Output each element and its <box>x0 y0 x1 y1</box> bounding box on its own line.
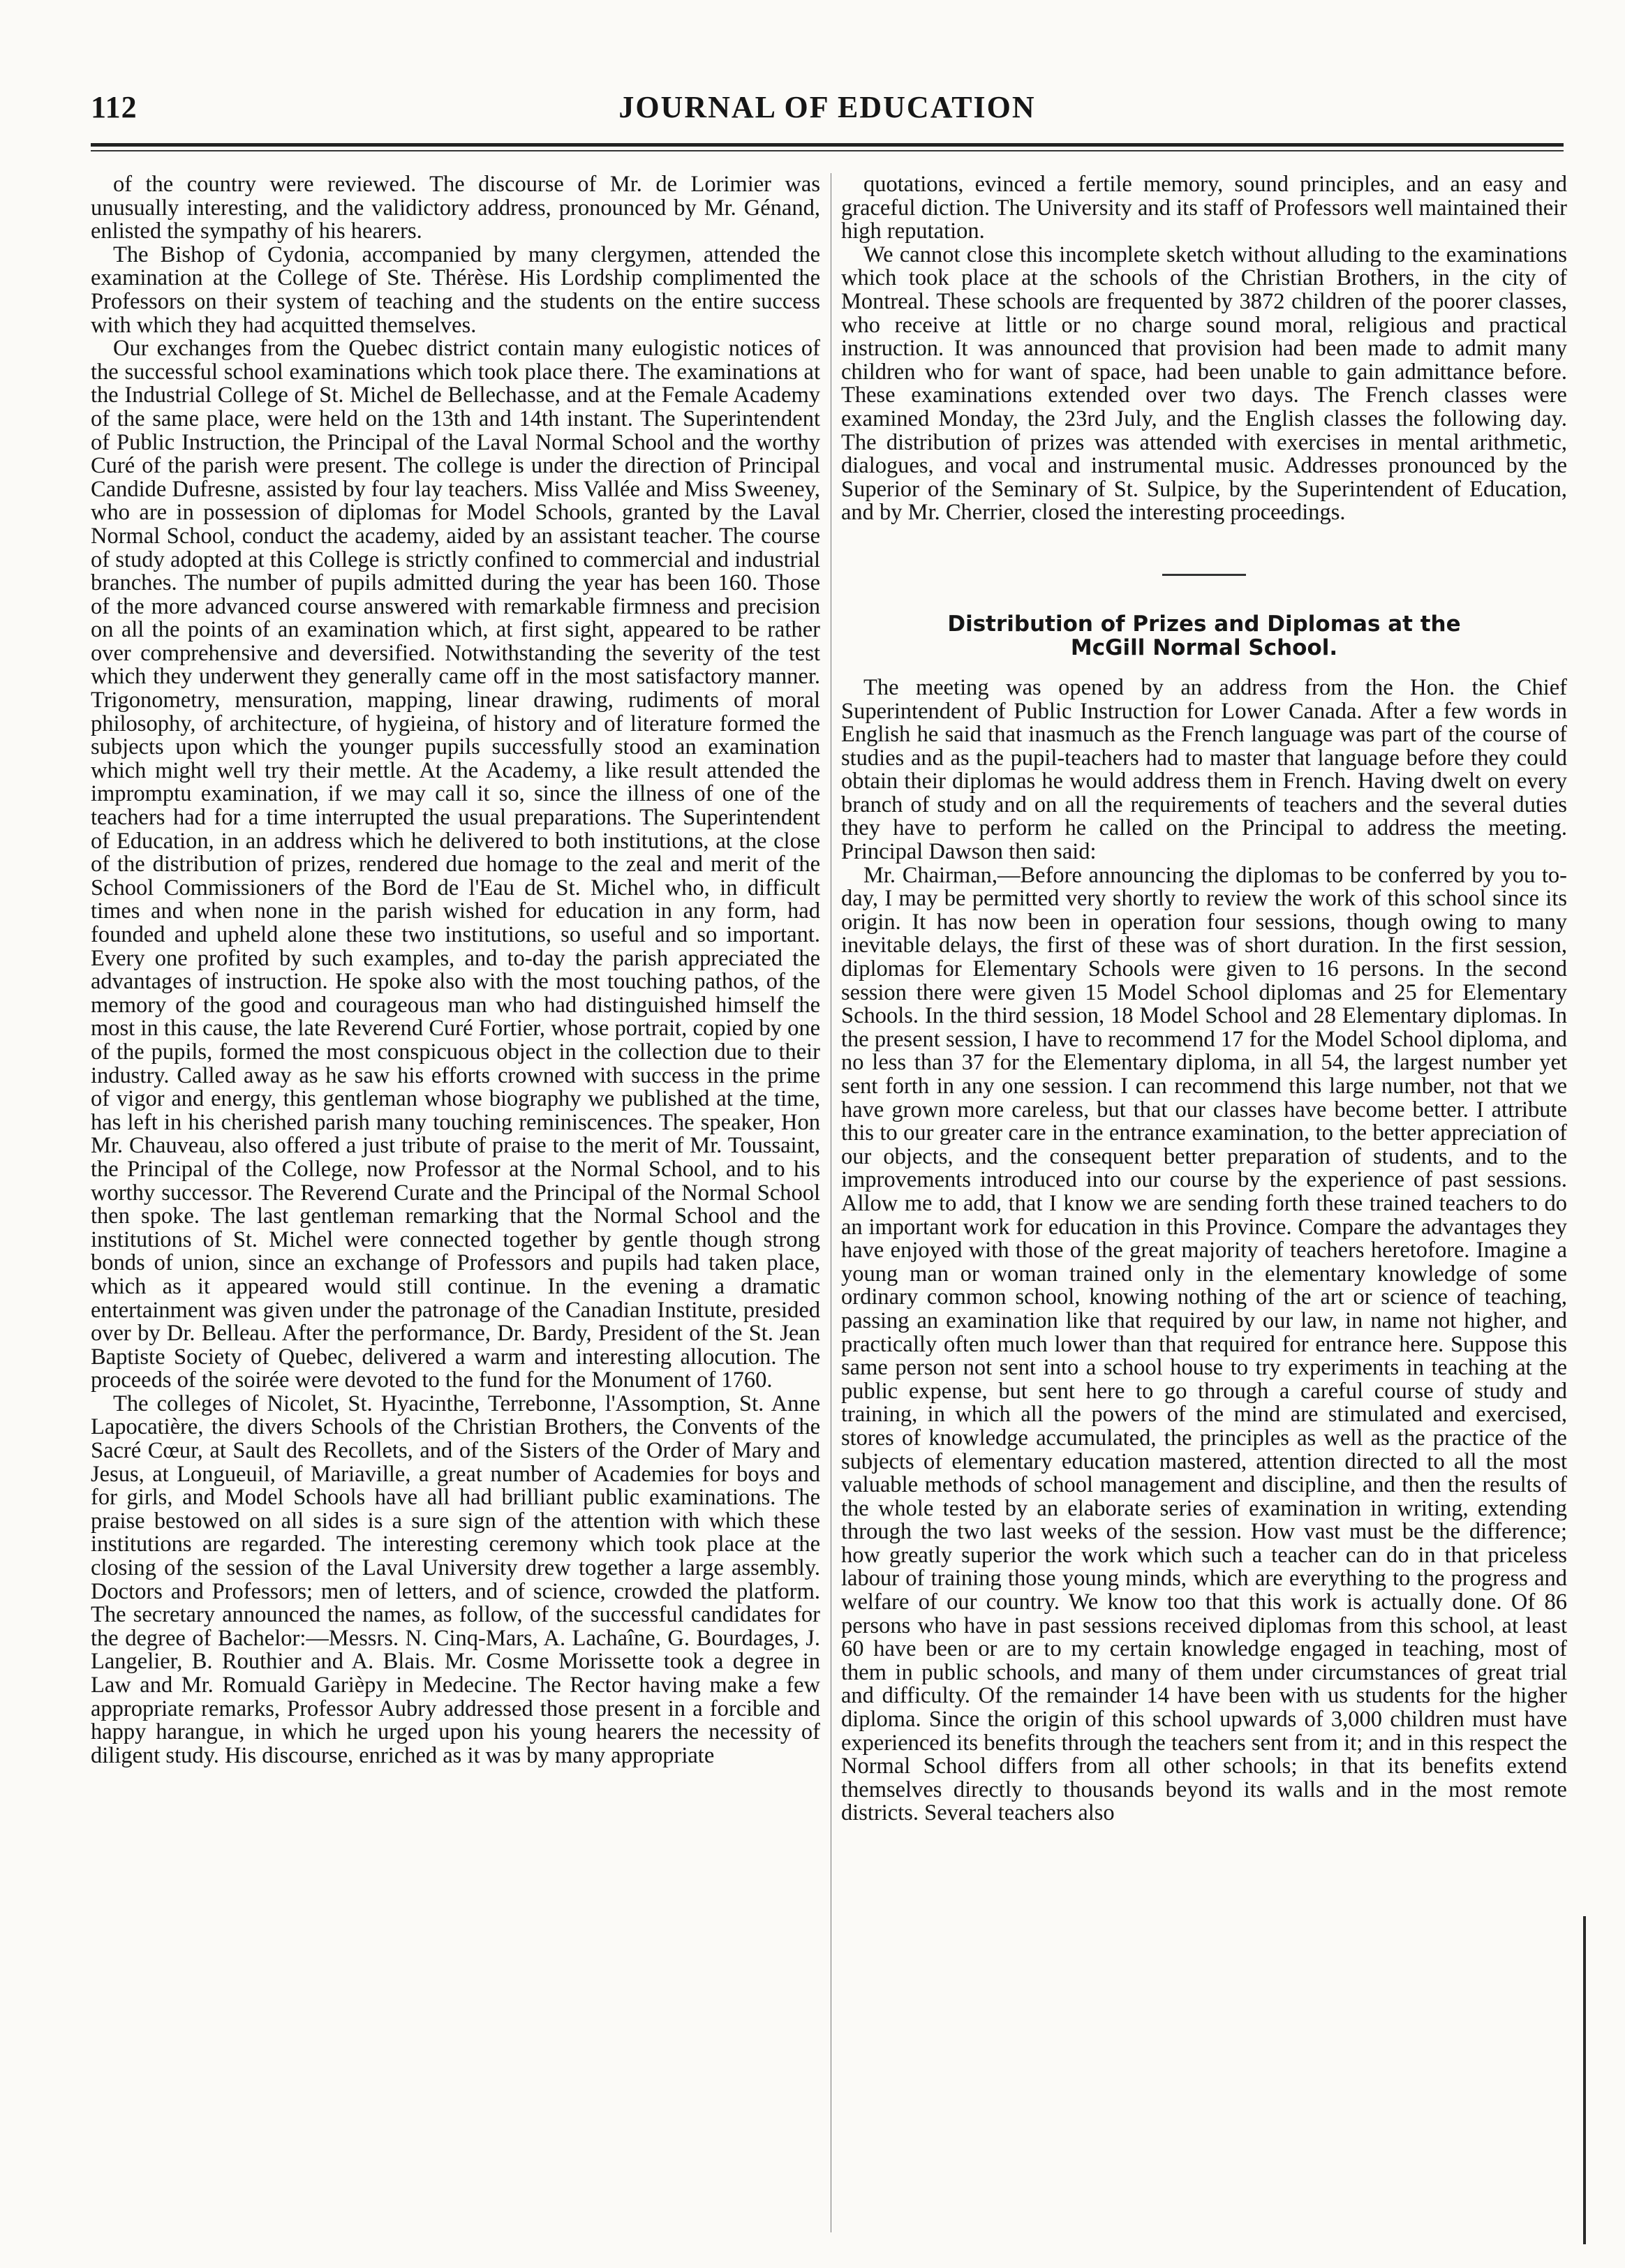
page-edge-mark <box>1583 1916 1586 2244</box>
paragraph: Our exchanges from the Quebec district contain many eulogistic notices of the successful school examinations which took place there. The examinations at the Industrial College of St. Michel de Bellechasse, and at the Female Academy of the same place, were held on the 13th and 14th instant. The Superintendent of Public Instruction, the Principal of the Laval Normal School and the worthy Curé of the parish were present. The college is under the direction of Principal Candide Dufresne, assisted by four lay teachers. Miss Vallée and Miss Sweeney, who are in possession of diplomas for Model Schools, granted by the Laval Normal School, conduct the academy, aided by an assistant teacher. The course of study adopted at this College is strictly confined to commercial and industrial branches. The number of pupils admitted during the year has been 160. Those of the more advanced course answered with remarkable firmness and precision on all the points of an examination which, at first sight, appeared to be rather over comprehensive and deversified. Notwithstanding the severity of the test which they underwent they generally came off in the most satisfactory manner. Trigonometry, mensuration, mapping, linear drawing, rudiments of moral philosophy, of architecture, of hygieina, of history and of literature formed the subjects upon which the younger pupils successfully stood an examination which might well try their mettle. At the Academy, a like result attended the impromptu examination, if we may call it so, since the illness of one of the teachers had for a time interrupted the usual preparations. The Superintendent of Education, in an address which he delivered to both institutions, at the close of the distribution of prizes, rendered due homage to the zeal and merit of the School Commissioners of the Bord de l'Eau de St. Michel who, in difficult times and when none in the parish wished for education in any form, had founded and upheld alone these two institutions, so useful and so important. Every one profited by such examples, and to-day the parish appreciated the advantages of instruction. He spoke also with the most touching pathos, of the memory of the good and courageous man who had distinguished himself the most in this cause, the late Reverend Curé Fortier, whose portrait, copied by one of the pupils, formed the most conspicuous object in the collection due to their industry. Called away as he saw his efforts crowned with success in the prime of vigor and energy, this gentleman whose biography we published at the time, has left in his cherished parish many touching reminiscences. The speaker, Hon Mr. Chauveau, also offered a just tribute of praise to the merit of Mr. Toussaint, the Principal of the College, now Professor at the Normal School, and to his worthy successor. The Reverend Curate and the Principal of the Normal School then spoke. The last gentleman remarking that the Normal School and the institutions of St. Michel were connected together by gentle though strong bonds of union, since an exchange of Professors and pupils had taken place, which as it appeared would still continue. In the evening a dramatic entertainment was given under the patronage of the Canadian Institute, presided over by Dr. Belleau. After the performance, Dr. Bardy, President of the St. Jean Baptiste Society of Quebec, delivered a warm and interesting allocution. The proceeds of the soirée were devoted to the fund for the Monument of 1760. <box>91 336 820 1393</box>
page-number: 112 <box>91 90 138 124</box>
header-rule <box>91 143 1564 147</box>
paragraph: The Bishop of Cydonia, accompanied by many clergymen, attended the examination at the College of Ste. Thérèse. His Lordship complimented the Professors on their system of teaching and the students on the entire success with which they had acquitted themselves. <box>91 242 820 338</box>
left-column <box>91 173 820 1767</box>
section-separator <box>1162 574 1246 576</box>
paragraph: The meeting was opened by an address from the Hon. the Chief Superintendent of Public Instruction for Lower Canada. After a few words in English he said that inasmuch as the French language was part of the course of studies and as the pupil-teachers had to master that language before they could obtain their diplomas he would address them in French. Having dwelt on every branch of study and on all the requirements of teachers and the several duties they have to perform he called on the Principal to address the meeting. Principal Dawson then said: <box>841 674 1567 865</box>
paragraph: The colleges of Nicolet, St. Hyacinthe, Terrebonne, l'Assomption, St. Anne Lapocatière, the divers Schools of the Christian Brothers, the Convents of the Sacré Cœur, at Sault des Recollets, and of the Sisters of the Order of Mary and Jesus, at Longueuil, of Mariaville, a great number of Academies for boys and for girls, and Model Schools have all had brilliant public examinations. The praise bestowed on all sides is a sure sign of the attention with which these institutions are regarded. The interesting ceremony which took place at the closing of the session of the Laval University drew together a large assembly. Doctors and Professors; men of letters, and of science, crowded the platform. The secretary announced the names, as follow, of the successful candidates for the degree of Bachelor:—Messrs. N. Cinq-Mars, A. Lachaîne, G. Bourdages, J. Langelier, B. Routhier and A. Blais. Mr. Cosme Morissette took a degree in Law and Mr. Romuald Garièpy in Medecine. The Rector having make a few appropriate remarks, Professor Aubry addressed those present in a forcible and happy harangue, in which he urged upon his young hearers the necessity of diligent study. His discourse, enriched as it was by many appropriate <box>91 1391 820 1768</box>
section-heading-line: Distribution of Prizes and Diplomas at the <box>947 611 1461 637</box>
paragraph: We cannot close this incomplete sketch without alluding to the examinations which took place at the schools of the Christian Brothers, in the city of Montreal. These schools are frequented by 3872 children of the poorer classes, who receive at little or no charge sound moral, religious and practical instruction. It was announced that provision had been made to admit many children who for want of space, had been unable to gain admittance before. These examinations extended over two days. The French classes were examined Monday, the 23rd July, and the English classes the following day. The distribution of prizes was attended with exercises in mental arithmetic, dialogues, and vocal and instrumental music. Addresses pronounced by the Superior of the Seminary of St. Sulpice, by the Superintendent of Education, and by Mr. Cherrier, closed the interesting proceedings. <box>841 242 1567 526</box>
paragraph: quotations, evinced a fertile memory, sound principles, and an easy and graceful diction. The University and its staff of Professors well maintained their high reputation. <box>841 172 1567 244</box>
paragraph: of the country were reviewed. The discourse of Mr. de Lorimier was unusually interesting, and the validictory address, pronounced by Mr. Génand, enlisted the sympathy of his hearers. <box>91 172 820 244</box>
paragraph: Mr. Chairman,—Before announcing the diplomas to be conferred by you to-day, I may be permitted very shortly to review the work of this school since its origin. It has now been in operation four sessions, though owing to many inevitable delays, the first of these was of short duration. In the first session, diplomas for Elementary Schools were given to 16 persons. In the second session there were given 15 Model School diplomas and 25 for Elementary Schools. In the third session, 18 Model School and 28 Elementary diplomas. In the present session, I have to recommend 17 for the Model School diploma, and no less than 37 for the Elementary diploma, in all 54, the largest number yet sent forth in any one session. I can recommend this large number, not that we have grown more careless, but that our classes have become better. I attribute this to our greater care in the entrance examination, to the better appreciation of our objects, and the consequent better preparation of students, and to the improvements introduced into our course by the experience of past sessions. Allow me to add, that I know we are sending forth these trained teachers to do an important work for education in this Province. Compare the advantages they have enjoyed with those of the great majority of teachers heretofore. Imagine a young man or woman trained only in the elementary knowledge of some ordinary common school, knowing nothing of the art or science of teaching, passing an examination like that required by our law, in name not higher, and practically often much lower than that required for entrance here. Suppose this same person not sent into a school house to try experiments in teaching at the public expense, but sent here to go through a careful course of study and training, in which all the powers of the mind are stimulated and exercised, stores of knowledge accumulated, the principles as well as the practice of the subjects of elementary education mastered, attention directed to all the most valuable methods of school management and discipline, and then the results of the whole tested by an elaborate series of examination in writing, extending through the two last weeks of the session. How vast must be the difference; how greatly superior the work which such a teacher can do in that priceless labour of training those young minds, which are everything to the progress and welfare of our country. We know too that this work is actually done. Of 86 persons who have in past sessions received diplomas from this school, at least 60 have been or are to my certain knowledge engaged in teaching, most of them in public schools, and many of them under circumstances of great trial and difficulty. Of the remainder 14 have been with us students for the higher diploma. Since the origin of this school upwards of 3,000 children must have experienced its benefits through the teachers sent from it; and in this respect the Normal School differs from all other schools; in that its benefits extend themselves directly to thousands beyond its walls and in the most remote districts. Several teachers also <box>841 862 1567 1826</box>
header-rule-thin <box>91 150 1564 151</box>
section-heading-line: McGill Normal School. <box>1070 635 1338 660</box>
page-header <box>91 89 1564 131</box>
journal-title: JOURNAL OF EDUCATION <box>618 90 1036 124</box>
right-column <box>841 173 1567 1825</box>
section-heading <box>841 612 1567 660</box>
